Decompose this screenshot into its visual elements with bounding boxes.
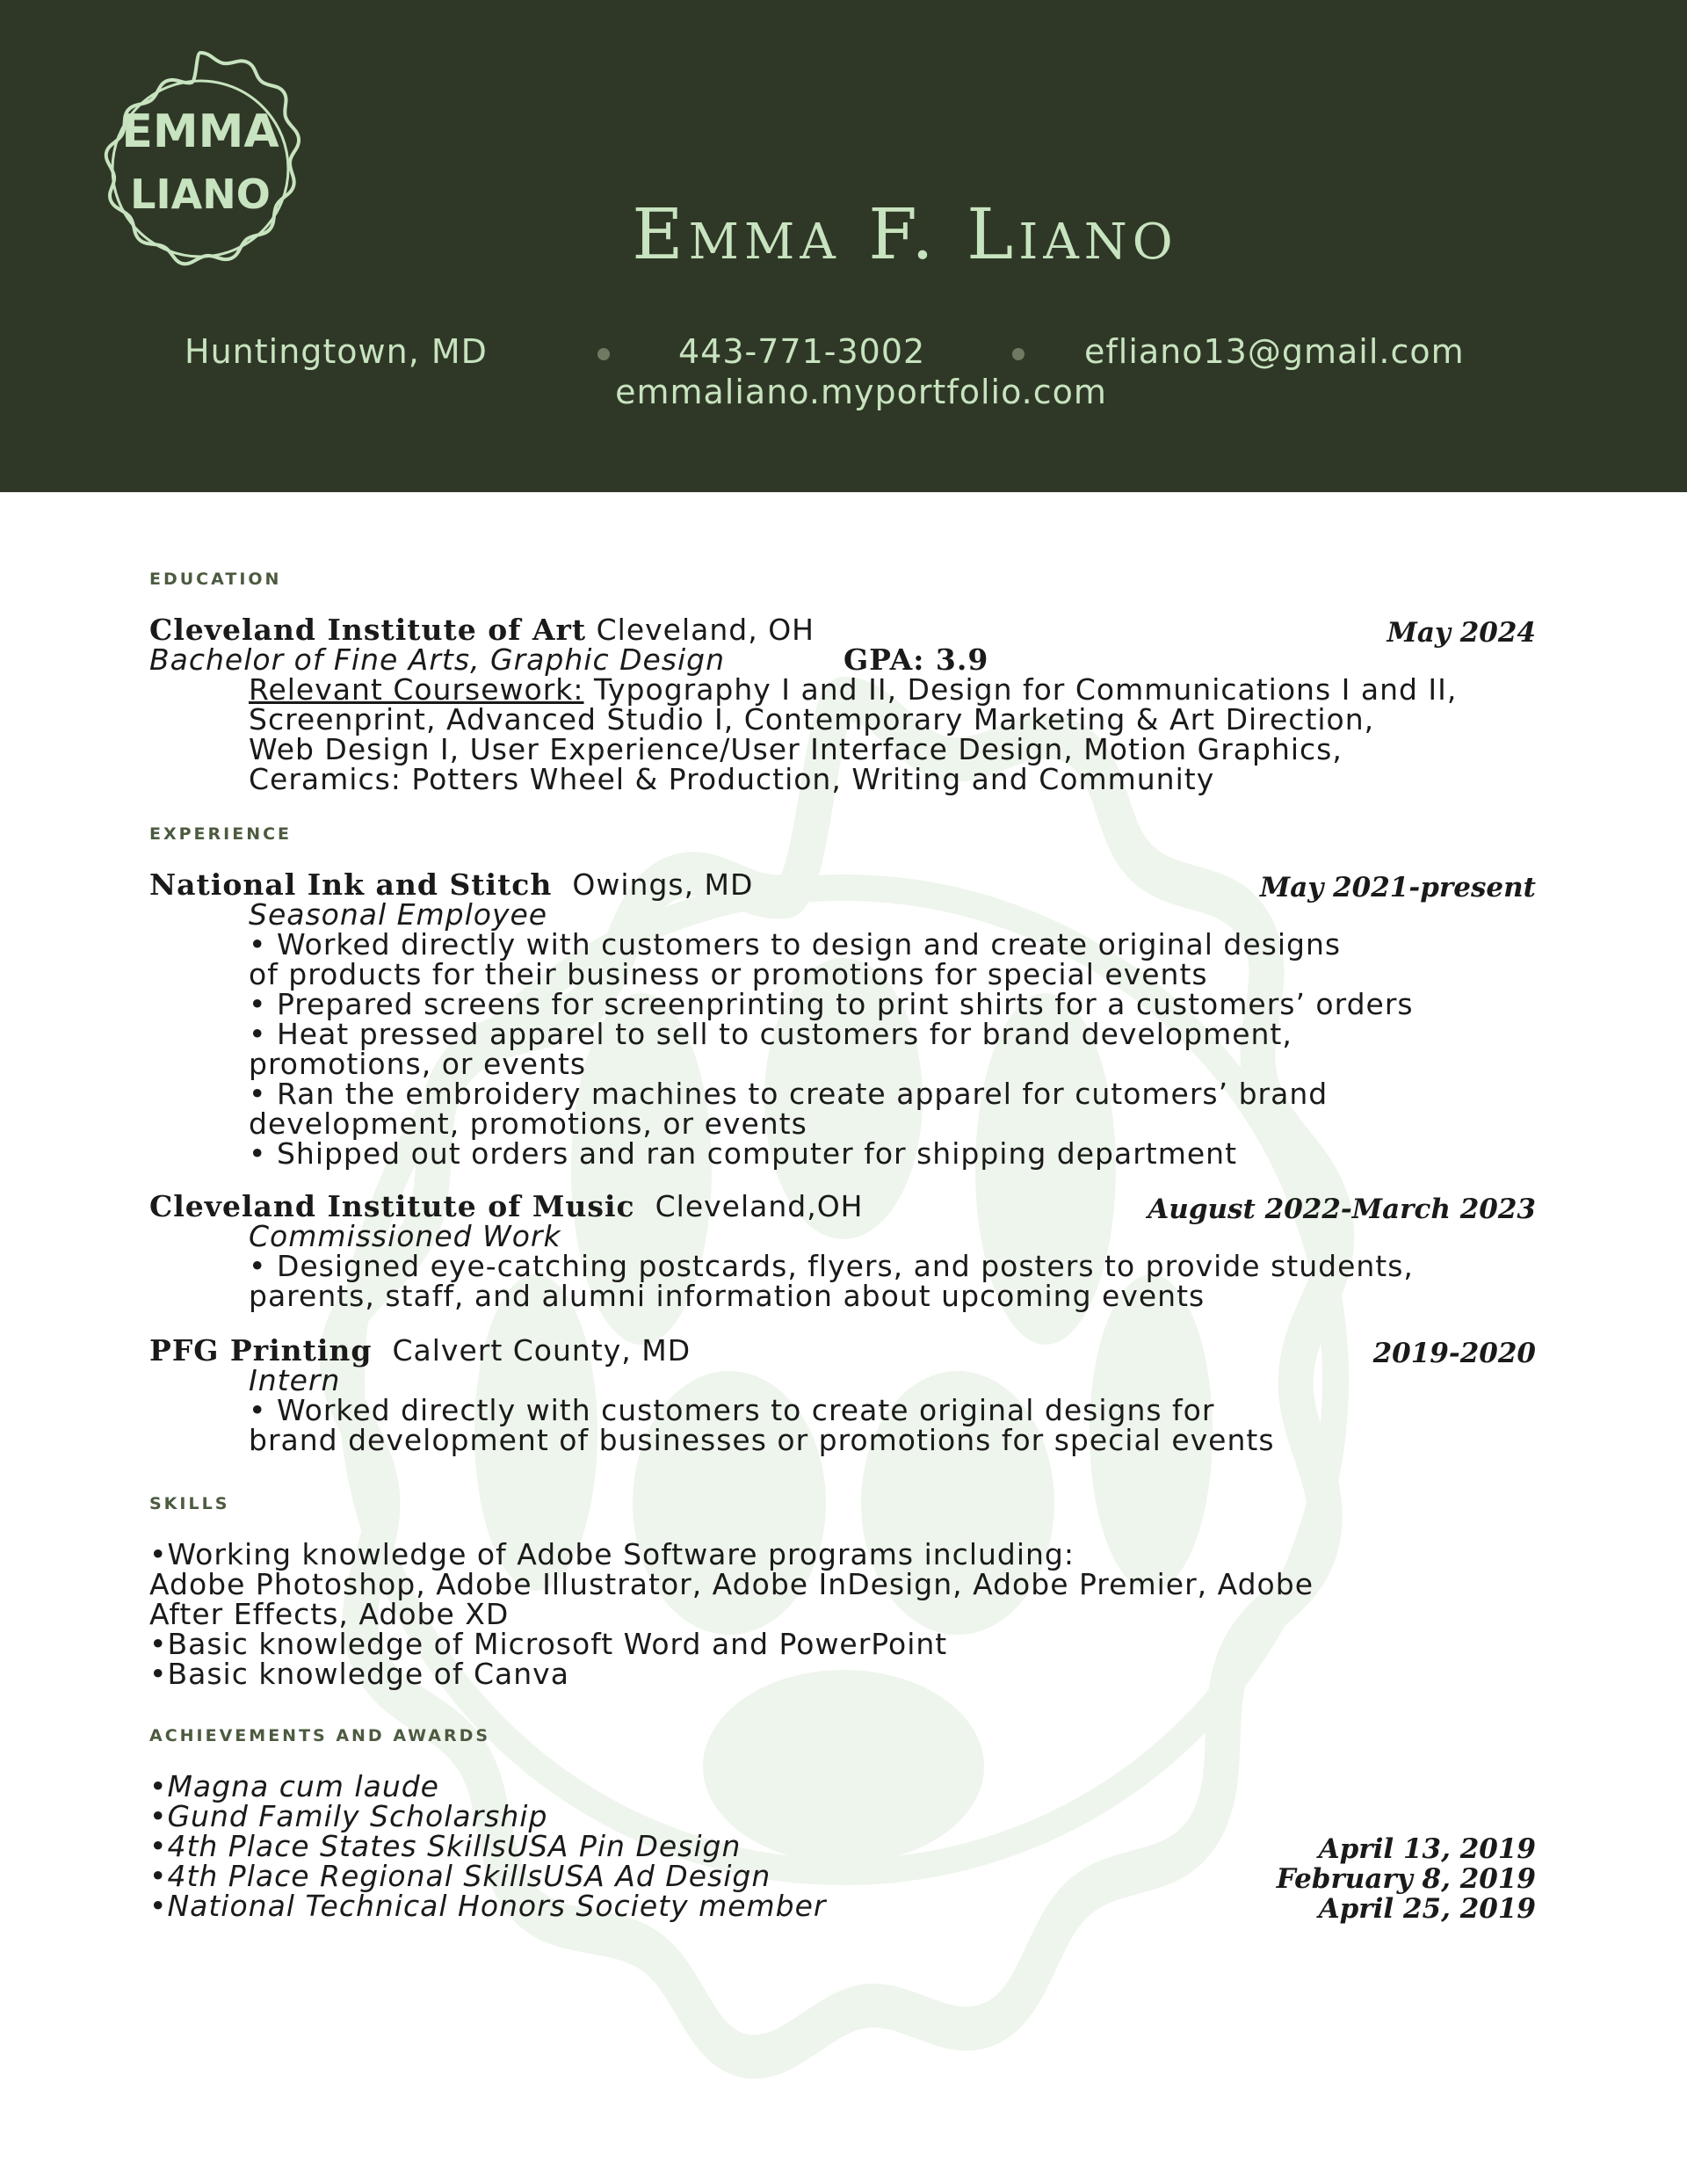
page-title: Emma F. Liano bbox=[632, 193, 1178, 275]
school-location: Cleveland, OH bbox=[596, 613, 815, 647]
award-item: •4th Place States SkillsUSA Pin Design bbox=[149, 1829, 742, 1863]
job-bullet: brand development of businesses or promotions for special events bbox=[249, 1423, 1275, 1457]
section-title-experience: EXPERIENCE bbox=[149, 824, 293, 844]
job-bullet: development, promotions, or events bbox=[249, 1107, 807, 1141]
email-link[interactable]: efliano13@gmail.com bbox=[1084, 332, 1465, 371]
section-title-awards: ACHIEVEMENTS AND AWARDS bbox=[149, 1726, 491, 1745]
education-header bbox=[149, 615, 815, 645]
award-item: •Gund Family Scholarship bbox=[149, 1799, 548, 1833]
skill-line: •Basic knowledge of Canva bbox=[149, 1657, 569, 1691]
job-header bbox=[149, 1189, 864, 1223]
job-date: May 2021-present bbox=[1259, 872, 1536, 903]
job-date: August 2022-March 2023 bbox=[1148, 1194, 1536, 1225]
coursework-line: Ceramics: Potters Wheel & Production, Writing and Community bbox=[249, 762, 1215, 796]
job-bullet: promotions, or events bbox=[249, 1047, 587, 1081]
location-text: Huntingtown, MD bbox=[185, 332, 488, 371]
job-bullet: • Ran the embroidery machines to create apparel for cutomers’ brand bbox=[249, 1077, 1329, 1111]
award-date: February 8, 2019 bbox=[1276, 1863, 1536, 1895]
skill-line: Adobe Photoshop, Adobe Illustrator, Adobe InDesign, Adobe Premier, Adobe bbox=[149, 1567, 1314, 1601]
job-org: PFG Printing bbox=[149, 1333, 373, 1368]
skill-line: After Effects, Adobe XD bbox=[149, 1597, 510, 1631]
job-location: Calvert County, MD bbox=[392, 1333, 691, 1368]
gpa-text: GPA: 3.9 bbox=[844, 642, 989, 677]
education-date: May 2024 bbox=[1387, 617, 1536, 649]
award-item: •National Technical Honors Society member bbox=[149, 1889, 827, 1923]
award-date: April 13, 2019 bbox=[1318, 1833, 1536, 1865]
school-name: Cleveland Institute of Art bbox=[149, 613, 587, 647]
coursework-label: Relevant Coursework: bbox=[249, 672, 584, 707]
award-date: April 25, 2019 bbox=[1318, 1893, 1536, 1925]
section-title-skills: SKILLS bbox=[149, 1494, 230, 1513]
coursework-line: Web Design I, User Experience/User Interface Design, Motion Graphics, bbox=[249, 732, 1343, 766]
logo-text-top: EMMA bbox=[121, 105, 279, 158]
job-bullet: • Worked directly with customers to design and create original designs bbox=[249, 927, 1342, 961]
job-bullet: • Designed eye-catching postcards, flyers, and posters to provide students, bbox=[249, 1249, 1414, 1283]
job-header bbox=[149, 867, 754, 902]
phone-text: 443-771-3002 bbox=[678, 332, 926, 371]
logo-text-bottom: LIANO bbox=[130, 171, 271, 218]
job-bullet: of products for their business or promotions for special events bbox=[249, 957, 1208, 991]
job-header bbox=[149, 1333, 691, 1368]
job-org: Cleveland Institute of Music bbox=[149, 1189, 635, 1223]
job-role: Intern bbox=[249, 1363, 341, 1397]
award-item: •4th Place Regional SkillsUSA Ad Design bbox=[149, 1859, 771, 1893]
job-role: Seasonal Employee bbox=[249, 897, 548, 932]
skill-line: •Working knowledge of Adobe Software programs including: bbox=[149, 1537, 1075, 1571]
job-location: Cleveland,OH bbox=[655, 1189, 864, 1223]
section-title-education: EDUCATION bbox=[149, 570, 282, 589]
job-location: Owings, MD bbox=[572, 867, 754, 902]
portfolio-link[interactable]: emmaliano.myportfolio.com bbox=[615, 373, 1107, 411]
coursework-line: Screenprint, Advanced Studio I, Contemporary Marketing & Art Direction, bbox=[249, 702, 1375, 736]
award-item: •Magna cum laude bbox=[149, 1769, 439, 1803]
job-date: 2019-2020 bbox=[1372, 1338, 1536, 1369]
coursework-line: Relevant Coursework: Typography I and II, Design for Communications I and II, bbox=[249, 672, 1458, 707]
degree-text: Bachelor of Fine Arts, Graphic Design bbox=[149, 642, 726, 677]
job-bullet: • Heat pressed apparel to sell to customers for brand development, bbox=[249, 1017, 1292, 1051]
skill-line: •Basic knowledge of Microsoft Word and PowerPoint bbox=[149, 1627, 948, 1661]
job-bullet: • Shipped out orders and ran computer for shipping department bbox=[249, 1136, 1238, 1171]
job-bullet: parents, staff, and alumni information about upcoming events bbox=[249, 1279, 1206, 1313]
job-bullet: • Prepared screens for screenprinting to print shirts for a customers’ orders bbox=[249, 987, 1414, 1021]
job-org: National Ink and Stitch bbox=[149, 867, 553, 902]
job-role: Commissioned Work bbox=[249, 1219, 561, 1253]
job-bullet: • Worked directly with customers to create original designs for bbox=[249, 1393, 1215, 1427]
